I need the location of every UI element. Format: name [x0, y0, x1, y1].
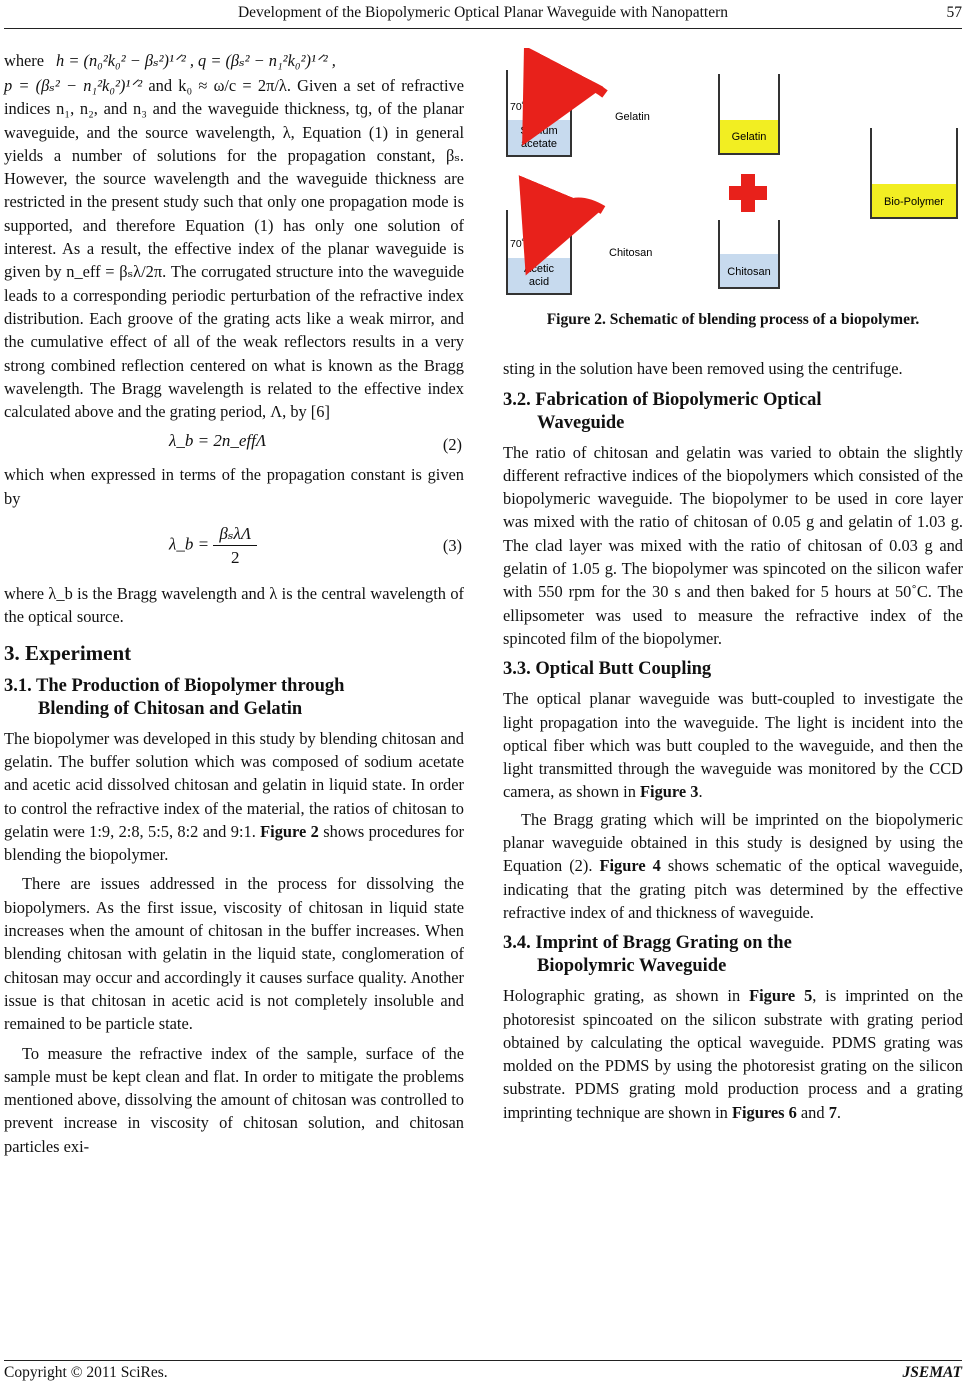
figure-4-reference[interactable]: Figure 4	[599, 856, 661, 876]
right-paragraph-5-end: .	[836, 1102, 841, 1122]
equation-3-denominator: 2	[231, 548, 240, 568]
blending-schematic	[503, 48, 963, 298]
right-column	[503, 48, 963, 1124]
equation-2-number: (2)	[442, 435, 462, 455]
equation-3-numerator: βₛλΛ	[213, 522, 257, 546]
right-paragraph-5-and: and	[800, 1102, 825, 1122]
right-paragraph-4	[503, 808, 963, 924]
footer-rule	[4, 1360, 962, 1361]
left-column	[4, 48, 464, 1158]
sodium-label-2: acetate	[520, 138, 558, 150]
figure-7-reference[interactable]: 7	[828, 1102, 837, 1122]
paragraph-6: To measure the refractive index of the sample, surface of the sample must be kept clean and flat. In order to mitigate the problems mentioned above, dissolving the amount of chitosan was controlled to prevent increase in viscosity of chitosan solution, and chitosan particles exi-	[4, 1043, 464, 1156]
equation-3	[4, 510, 464, 582]
acetic-temp-label: 70˚C, 1 M	[510, 238, 557, 250]
figure-6-reference[interactable]: Figures 6	[731, 1102, 797, 1122]
sodium-temp-label: 70˚C, 0.1 M	[510, 101, 565, 113]
paragraph-4-text-a: The biopolymer was developed in this study by blending chitosan and gelatin. The buffer solution which was composed of sodium acetate and acetic acid dissolved chitosan and gelatin in liquid state. In order to control the refractive index of the material, the ratios of chitosan to gelatin were 1:9, 2:8, 5:5, 8:2 and 9:1.	[4, 728, 464, 841]
bio-polymer-label: Bio-Polymer	[884, 196, 944, 208]
chitosan-beaker-label: Chitosan	[727, 266, 771, 278]
right-paragraph-5	[503, 984, 963, 1124]
beaker-bio-polymer	[871, 128, 957, 218]
subsection-heading-3-4	[503, 932, 963, 978]
equation-definitions-1	[4, 48, 464, 74]
right-paragraph-2: The ratio of chitosan and gelatin was varied to obtain the slightly different refractive indices of the biopolymers which consisted of the biopolymeric waveguide. The biopolymer to be used in core layer was mixed with the ratio of chitosan of 0.05 g and gelatin of 1.03 g. The clad layer was mixed with the ratio of chitosan of 0.03 g and gelatin of 1.05 g. The biopolymer was spincoted on the silicon wafer with 550 rpm for the 30 s and then baked for 5 hours at 50˚C. The ellipsometer was used to measure the refractive index of the spincoted film of the biopolymer.	[503, 442, 963, 648]
subsection-heading-3-3: 3.3. Optical Butt Coupling	[503, 659, 712, 680]
beaker-gelatin	[719, 74, 779, 154]
gelatin-arrow-label: Gelatin	[615, 111, 650, 123]
equation-2-expr: λ_b = 2n_effΛ	[169, 431, 267, 451]
right-paragraph-3: The optical planar waveguide was butt-coupled to investigate the light propagation into the waveguide. The light is incident into the optical fiber which was butt coupled to the waveguide, and then the light transmitted through the waveguide was monitored by the CCD camera, as shown in Figure 3.	[503, 689, 963, 802]
subsection-3-1-line1: 3.1. The Production of Biopolymer through	[4, 675, 345, 696]
paragraph-5: There are issues addressed in the process for dissolving the biopolymers. As the first issue, viscosity of chitosan in liquid state increases when the amount of chitosan in the buffer increases. When blending chitosan with gelatin in the liquid state, conglomeration of chitosan may occur and accordingly it causes surface quality. Another issue is that chitosan in acetic acid is not completely insoluble and remained to be particle state.	[4, 874, 464, 1034]
subsection-3-4-line2: Biopolymric Waveguide	[537, 956, 727, 977]
word-where: where	[4, 51, 45, 71]
figure-3-reference[interactable]: Figure 3	[640, 782, 699, 802]
right-paragraph-4-text-a: The Bragg grating which will be imprinted on the biopolymeric planar waveguide obtained in this study is designed by using the Equation (2).	[503, 809, 963, 876]
right-paragraph-1: sting in the solution have been removed using the centrifuge.	[503, 359, 903, 379]
equation-3-expr	[169, 522, 257, 570]
subsection-3-2-line2: Waveguide	[537, 412, 625, 433]
plus-icon	[729, 174, 767, 212]
figure-2-caption: Figure 2. Schematic of blending process of a biopolymer.	[546, 311, 920, 328]
chitosan-arrow	[543, 202, 603, 234]
section-heading-experiment: 3. Experiment	[4, 640, 132, 665]
subsection-heading-3-1	[4, 675, 464, 721]
subsection-3-2-line1: 3.2. Fabrication of Biopolymeric Optical	[503, 389, 822, 410]
paragraph-1	[4, 74, 464, 423]
subsection-3-1-line2: Blending of Chitosan and Gelatin	[38, 698, 303, 719]
subsection-3-4-line1: 3.4. Imprint of Bragg Grating on the	[503, 933, 792, 954]
beaker-chitosan	[719, 220, 779, 288]
definition-p: p = (βₛ² − n₁²k₀²)¹ᐟ²	[4, 76, 143, 95]
header-rule	[4, 28, 962, 29]
chitosan-arrow-label: Chitosan	[609, 247, 653, 259]
acetic-label-2: acid	[528, 276, 550, 288]
page-number: 57	[946, 4, 962, 21]
running-title: Development of the Biopolymeric Optical Planar Waveguide with Nanopattern	[237, 4, 729, 21]
subsection-heading-3-2	[503, 389, 963, 435]
journal-name: JSEMAT	[902, 1364, 962, 1381]
equation-3-lhs: λ_b =	[169, 534, 210, 554]
figure-2-reference[interactable]: Figure 2	[260, 821, 319, 841]
figure-5-reference[interactable]: Figure 5	[749, 986, 813, 1006]
equation-2	[4, 423, 464, 463]
right-paragraph-4-text-b: shows schematic of the optical waveguide, indicating that the grating pitch was determined by the effective refractive index of and thickness of waveguide.	[503, 856, 963, 922]
paragraph-4-text-b: shows procedures for blending the biopolymer.	[4, 821, 464, 865]
paragraph-4	[4, 727, 464, 867]
paragraph-2: which when expressed in terms of the propagation constant is given by	[4, 465, 464, 508]
paragraph-1-text: and k₀ ≈ ω/c = 2π/λ. Given a set of refractive indices n₁, n₂, and n₃ and the waveguide thickness, tɡ, of the planar waveguide, and the source wavelength, λ, Equation (1) in general yields a number of solutions for the propagation constant, βₛ. However, the source wavelength and the waveguide thickness are restricted in the present study such that only one propagation mode is supported, and therefore Equation (1) has only one solution of interest. As a result, the effective index of the planar waveguide is given by n_eff = βₛλ/2π. The corrugated structure into the waveguide leads to a corresponding periodic perturbation of the refractive index distribution. Each groove of the grating acts like a weak mirror, and the cumulative effect of all of the weak reflectors results in a very strong combined reflection centered on what is known as the Bragg wavelength. The Bragg wavelength is related to the effective index calculated above and the grating period, Λ, by [6]	[4, 76, 464, 422]
right-paragraph-3-text: The optical planar waveguide was butt-coupled to investigate the light propagation into the waveguide. The light is incident into the optical fiber which was butt coupled to the waveguide, and then the light transmitted through the waveguide was monitored by the CCD camera, as shown in	[503, 689, 963, 802]
right-paragraph-5-text-a: Holographic grating, as shown in	[503, 986, 741, 1006]
beaker-acetic-acid	[507, 210, 571, 294]
running-head	[0, 4, 966, 26]
equation-3-fraction	[213, 522, 257, 570]
right-paragraph-5-text-b: , is imprinted on the photoresist spincoated on the silicon substrate with grating period obtained by calculating the optical waveguide. PDMS grating was molded on the PDMS by using the photoresist grating on the silicon substrate. PDMS grating mold production process and a grating imprinting technique are shown in	[503, 986, 963, 1122]
figure-2	[503, 48, 963, 298]
gelatin-beaker-label: Gelatin	[731, 131, 767, 143]
footer	[4, 1364, 962, 1382]
acetic-label-1: Acetic	[524, 263, 554, 275]
paragraph-3: where λ_b is the Bragg wavelength and λ is the central wavelength of the optical source.	[4, 584, 464, 627]
equation-3-number: (3)	[442, 536, 462, 556]
sodium-label-1: Sodium	[520, 125, 558, 137]
definitions-h-q: h = (n₀²k₀² − βₛ²)¹ᐟ² , q = (βₛ² − n₁²k₀²)¹ᐟ² ,	[56, 51, 336, 71]
copyright: Copyright © 2011 SciRes.	[4, 1364, 168, 1381]
